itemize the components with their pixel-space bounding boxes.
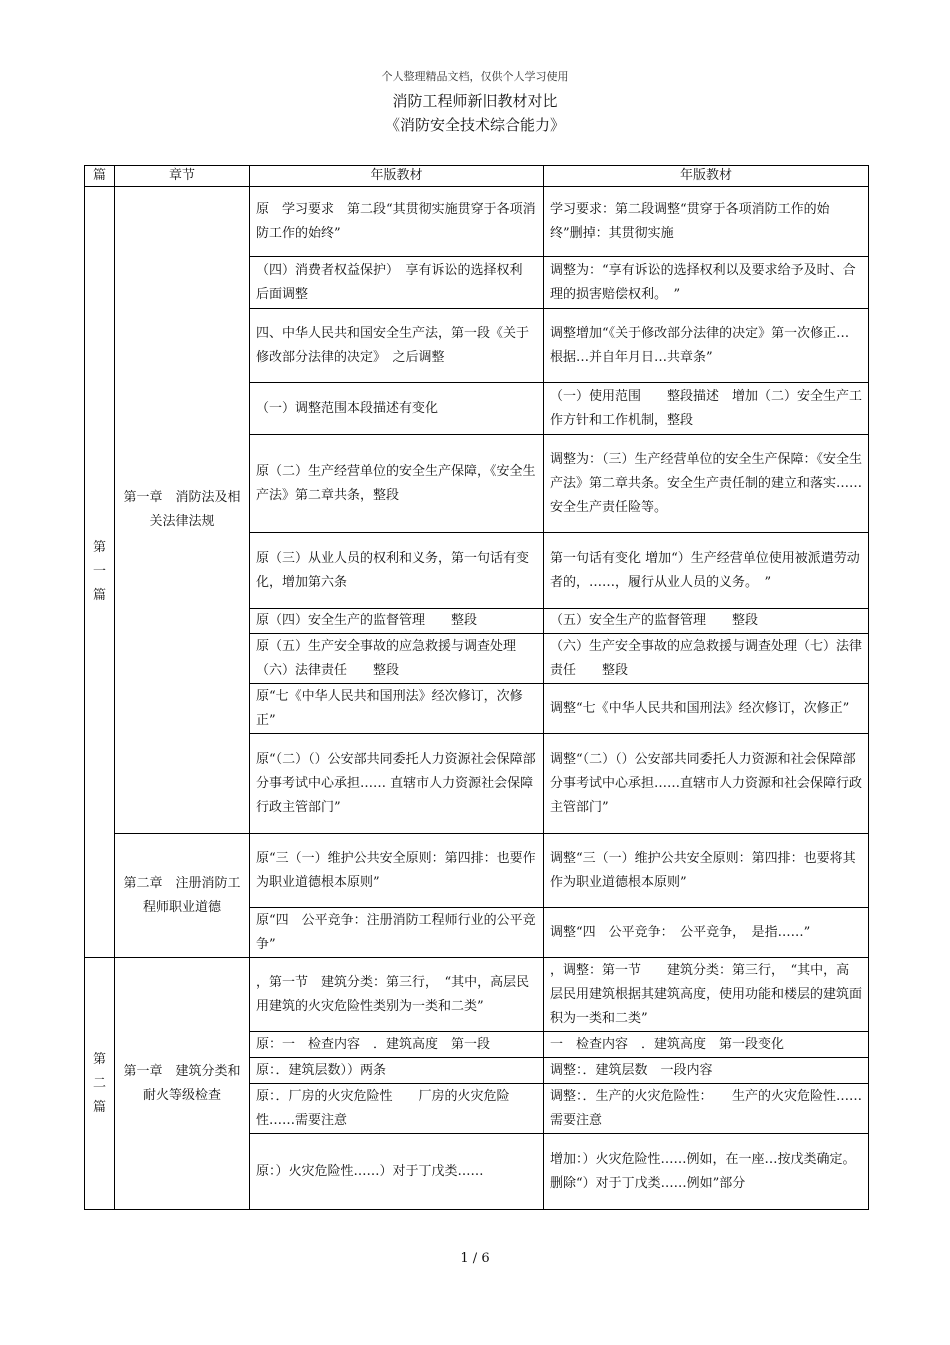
old-edition-cell: （一）调整范围本段描述有变化 [250, 383, 544, 435]
old-edition-cell: 原“四 公平竞争：注册消防工程师行业的公平竞争” [250, 908, 544, 958]
new-edition-cell: 调整增加“《关于修改部分法律的决定》第一次修正…根据…并自年月日…共章条” [544, 309, 869, 383]
page-number: 1 / 6 [460, 1251, 490, 1266]
part-label: 第一篇 [92, 540, 106, 603]
new-edition-cell: 调整“四 公平竞争： 公平竞争， 是指……” [544, 908, 869, 958]
old-edition-cell: 原“（二）（）公安部共同委托人力资源社会保障部分事考试中心承担…… 直辖市人力资源社会保障行政主管部门” [250, 734, 544, 834]
document-subtitle: 《消防安全技术综合能力》 [384, 116, 565, 134]
table-row [85, 834, 869, 908]
table-body [85, 187, 869, 1210]
new-edition-cell: 第一句话有变化 增加“）生产经营单位使用被派遣劳动者的，……，履行从业人员的义务。 ” [544, 533, 869, 609]
old-edition-cell: 原“七《中华人民共和国刑法》经次修订，次修正” [250, 684, 544, 734]
old-edition-cell: 原“三（一）维护公共安全原则：第四排：也要作为职业道德根本原则” [250, 834, 544, 908]
new-edition-cell: （一）使用范围 整段描述 增加（二）安全生产工作方针和工作机制，整段 [544, 383, 869, 435]
old-edition-cell: 原（三）从业人员的权利和义务，第一句话有变化，增加第六条 [250, 533, 544, 609]
table-header-row [85, 166, 869, 187]
part-cell [85, 958, 115, 1210]
new-edition-cell: 调整：．建筑层数 一段内容 [544, 1058, 869, 1084]
new-edition-cell: 调整为：（三）生产经营单位的安全生产保障：《安全生产法》第二章共条。安全生产责任制的建立和落实……安全生产责任险等。 [544, 435, 869, 533]
part-label: 第二篇 [92, 1051, 106, 1115]
new-edition-cell: 调整为：“享有诉讼的选择权利以及要求给予及时、合理的损害赔偿权利。 ” [544, 257, 869, 309]
new-edition-cell: 一 检查内容 ．建筑高度 第一段变化 [544, 1032, 869, 1058]
old-edition-cell: 原（二）生产经营单位的安全生产保障，《安全生产法》第二章共条，整段 [250, 435, 544, 533]
new-edition-cell: 调整“（二）（）公安部共同委托人力资源和社会保障部分事考试中心承担……直辖市人力资源和社会保障行政主管部门” [544, 734, 869, 834]
document-title: 消防工程师新旧教材对比 [392, 92, 558, 110]
new-edition-cell: 调整“三（一）维护公共安全原则：第四排：也要将其作为职业道德根本原则” [544, 834, 869, 908]
new-edition-cell: 学习要求：第二段调整“贯穿于各项消防工作的始终”删掉：其贯彻实施 [544, 187, 869, 257]
old-edition-cell: 原（四）安全生产的监督管理 整段 [250, 609, 544, 634]
old-edition-cell: 原：．厂房的火灾危险性 厂房的火灾危险性……需要注意 [250, 1084, 544, 1134]
comparison-table [84, 165, 869, 1210]
table-row [85, 187, 869, 257]
header-chapter: 章节 [115, 166, 250, 187]
table-row [85, 958, 869, 1032]
part-cell [85, 187, 115, 958]
chapter-cell: 第一章 消防法及相关法律法规 [115, 187, 250, 834]
old-edition-cell: 原：．建筑层数））两条 [250, 1058, 544, 1084]
header-old-edition: 年版教材 [250, 166, 544, 187]
header-part: 篇 [85, 166, 115, 187]
chapter-cell: 第二章 注册消防工程师职业道德 [115, 834, 250, 958]
watermark-text: 个人整理精品文档，仅供个人学习使用 [381, 70, 569, 83]
old-edition-cell: 原：一 检查内容 ．建筑高度 第一段 [250, 1032, 544, 1058]
old-edition-cell: （四）消费者权益保护） 享有诉讼的选择权利 后面调整 [250, 257, 544, 309]
new-edition-cell: 增加：）火灾危险性……例如，在一座…按戊类确定。删除“）对于丁戊类……例如”部分 [544, 1134, 869, 1210]
old-edition-cell: 原（五）生产安全事故的应急救援与调查处理（六）法律责任 整段 [250, 634, 544, 684]
header-new-edition: 年版教材 [544, 166, 869, 187]
new-edition-cell: 调整：．生产的火灾危险性： 生产的火灾危险性……需要注意 [544, 1084, 869, 1134]
new-edition-cell: 调整“七《中华人民共和国刑法》经次修订，次修正” [544, 684, 869, 734]
new-edition-cell: （六）生产安全事故的应急救援与调查处理（七）法律责任 整段 [544, 634, 869, 684]
old-edition-cell: ，第一节 建筑分类：第三行， “其中，高层民用建筑的火灾危险性类别为一类和二类” [250, 958, 544, 1032]
chapter-cell: 第一章 建筑分类和耐火等级检查 [115, 958, 250, 1210]
old-edition-cell: 原：）火灾危险性……）对于丁戊类…… [250, 1134, 544, 1210]
new-edition-cell: ，调整：第一节 建筑分类：第三行， “其中，高层民用建筑根据其建筑高度，使用功能和楼层的建筑面积为一类和二类” [544, 958, 869, 1032]
old-edition-cell: 四、中华人民共和国安全生产法，第一段《关于修改部分法律的决定》 之后调整 [250, 309, 544, 383]
new-edition-cell: （五）安全生产的监督管理 整段 [544, 609, 869, 634]
old-edition-cell: 原 学习要求 第二段“其贯彻实施贯穿于各项消防工作的始终” [250, 187, 544, 257]
